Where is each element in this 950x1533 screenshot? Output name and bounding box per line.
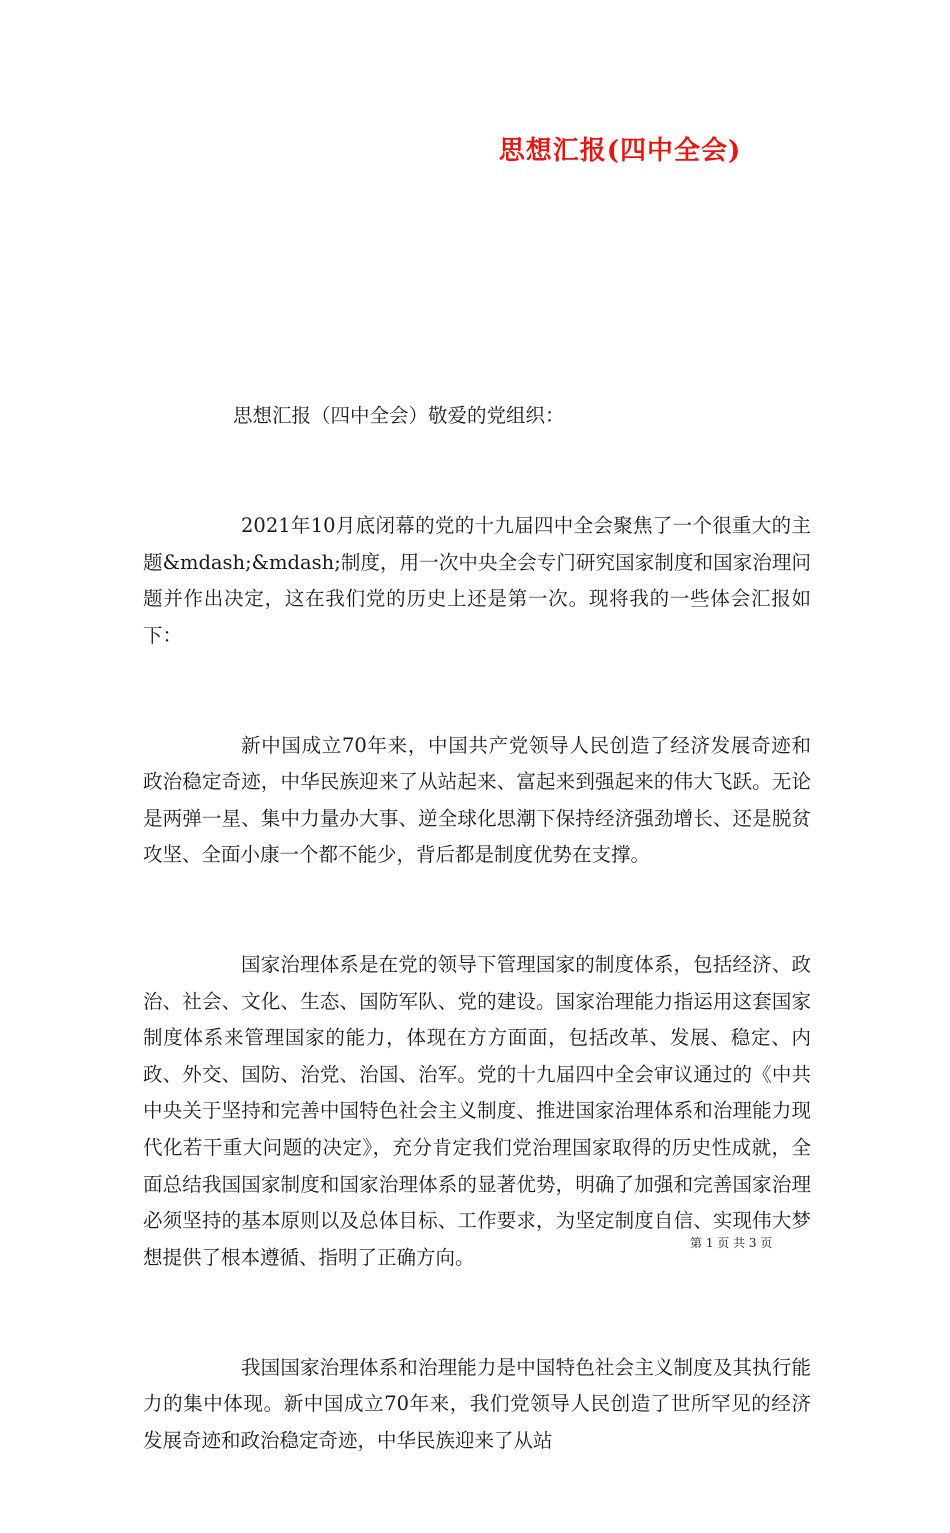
paragraph-3: 国家治理体系是在党的领导下管理国家的制度体系，包括经济、政治、社会、文化、生态、国防军队、党的建设。国家治理能力指运用这套国家制度体系来管理国家的能力，体现在方方面面，包括改革、发展、稳定、内政、外交、国防、治党、治国、治军。党的十九届四中全会审议通过的《中共中央关于坚持和完善中国特色社会主义制度、推进国家治理体系和治理能力现代化若干重大问题的决定》，充分肯定我们党治理国家取得的历史性成就，全面总结我国国家制度和国家治理体系的显著优势，明确了加强和完善国家治理必须坚持的基本原则以及总体目标、工作要求，为坚定制度自信、实现伟大梦想提供了根本遵循、指明了正确方向。: [143, 953, 811, 1269]
document-title: 思想汇报(四中全会): [498, 136, 742, 166]
paragraph-salutation: 思想汇报（四中全会）敬爱的党组织：: [233, 404, 565, 428]
document-body: [143, 325, 811, 1533]
page-number-footer: 第 1 页 共 3 页: [690, 1236, 773, 1250]
paragraph-4: 我国国家治理体系和治理能力是中国特色社会主义制度及其执行能力的集中体现。新中国成立70年来，我们党领导人民创造了世所罕见的经济发展奇迹和政治稳定奇迹，中华民族迎来了从站: [143, 1355, 811, 1452]
paragraph-1: 2021年10月底闭幕的党的十九届四中全会聚焦了一个很重大的主题&mdash;&mdash;制度，用一次中央全会专门研究国家制度和国家治理问题并作出决定，这在我们党的历史上还是第一次。现将我的一些体会汇报如下：: [143, 513, 811, 647]
paragraph-2: 新中国成立70年来，中国共产党领导人民创造了经济发展奇迹和政治稳定奇迹，中华民族迎来了从站起来、富起来到强起来的伟大飞跃。无论是两弹一星、集中力量办大事、逆全球化思潮下保持经济强劲增长、还是脱贫攻坚、全面小康一个都不能少，背后都是制度优势在支撑。: [143, 733, 811, 867]
